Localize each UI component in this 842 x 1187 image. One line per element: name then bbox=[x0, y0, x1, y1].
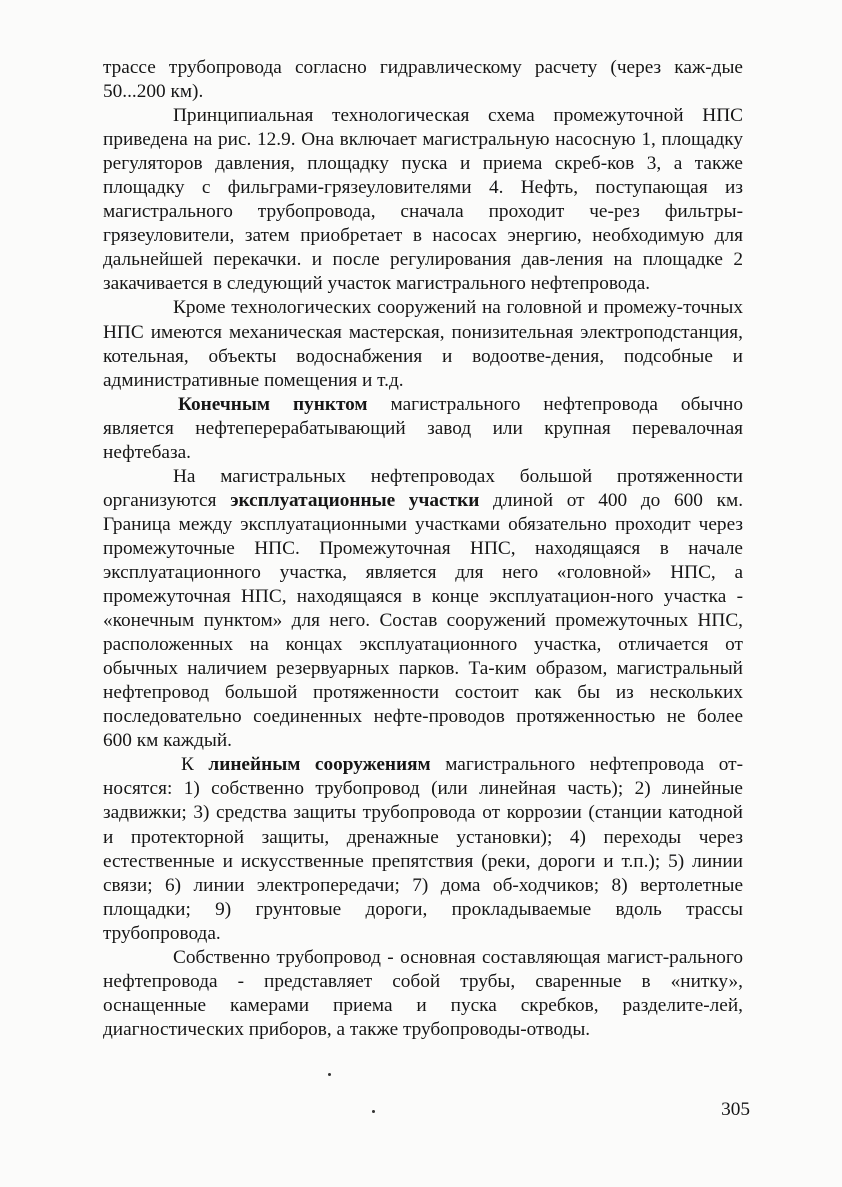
text-run: магистрального нефтепровода от-носятся: 1) собственно трубопровод (или линейная часть); 2) линейные задвижки; 3) средства защиты трубопровода от коррозии (станции катодной и протекторной защиты, дренажные установки); 4) переходы через естественные и искусственные препятствия (реки, дороги и т.п.); 5) линии связи; 6) линии электропередачи; 7) дома об-ходчиков; 8) вертолетные площадки; 9) грунтовые дороги, прокладываемые вдоль трассы трубопровода. bbox=[103, 754, 743, 944]
text-run: трассе трубопровода согласно гидравлическому расчету (через каж-дые 50...200 км). bbox=[103, 57, 743, 103]
text-run: К bbox=[181, 754, 209, 776]
bold-term: эксплуатационные участки bbox=[230, 489, 480, 511]
paragraph-pipeline-definition bbox=[103, 946, 743, 1042]
scan-speck bbox=[328, 1073, 331, 1076]
page-number: 305 bbox=[721, 1099, 750, 1120]
paragraph-auxiliary-facilities bbox=[103, 296, 743, 392]
text-run: Принципиальная технологическая схема промежуточной НПС приведена на рис. 12.9. Она включает магистральную насосную 1, площадку регуляторов давления, площадку пуска и приема скреб-ков 3, а также площадку с фильграми-грязеуловителями 4. Нефть, поступающая из магистрального трубопровода, сначала проходит че-рез фильтры-грязеуловители, затем приобретает в насосах энергию, необходимую для дальнейшей перекачки. и после регулирования дав-ления на площадке 2 закачивается в следующий участок магистрального нефтепровода. bbox=[103, 105, 743, 295]
text-run: На магистральных нефтепроводах большой протяженности организуются bbox=[103, 465, 743, 511]
text-run: магистрального нефтепровода обычно является нефтеперерабатывающий завод или крупная перевалочная нефтебаза. bbox=[103, 393, 743, 463]
scan-speck bbox=[372, 1110, 375, 1113]
paragraph-linear-structures bbox=[103, 753, 743, 945]
paragraph-operational-sections bbox=[103, 465, 743, 754]
paragraph-end-point bbox=[103, 393, 743, 465]
body-text bbox=[103, 56, 743, 1042]
bold-term: линейным сооружениям bbox=[208, 754, 431, 776]
text-run: длиной от 400 до 600 км. Граница между эксплуатационными участками обязательно проходит через промежуточные НПС. Промежуточная НПС, находящаяся в начале эксплуатационного участка, является для него «головной» НПС, а промежуточная НПС, находящаяся в конце эксплуатацион-ного участка - «конечным пунктом» для него. Состав сооружений промежуточных НПС, расположенных на концах эксплуатационного участка, отличается от обычных наличием резервуарных парков. Та-ким образом, магистральный нефтепровод большой протяженности состоит как бы из нескольких последовательно соединенных нефте-проводов протяженностью не более 600 км каждый. bbox=[103, 489, 744, 752]
bold-term: Конечным пунктом bbox=[178, 393, 368, 415]
paragraph-continuation bbox=[103, 56, 743, 104]
text-run: Кроме технологических сооружений на головной и промежу-точных НПС имеются механическая мастерская, понизительная электроподстанция, котельная, объекты водоснабжения и водоотве-дения, подсобные и административные помещения и т.д. bbox=[103, 297, 743, 391]
paragraph-scheme-description bbox=[103, 104, 743, 296]
text-run: Собственно трубопровод - основная составляющая магист-рального нефтепровода - представляет собой трубы, сваренные в «нитку», оснащенные камерами приема и пуска скребков, разделите-лей, диагностических приборов, а также трубопроводы-отводы. bbox=[103, 946, 743, 1040]
